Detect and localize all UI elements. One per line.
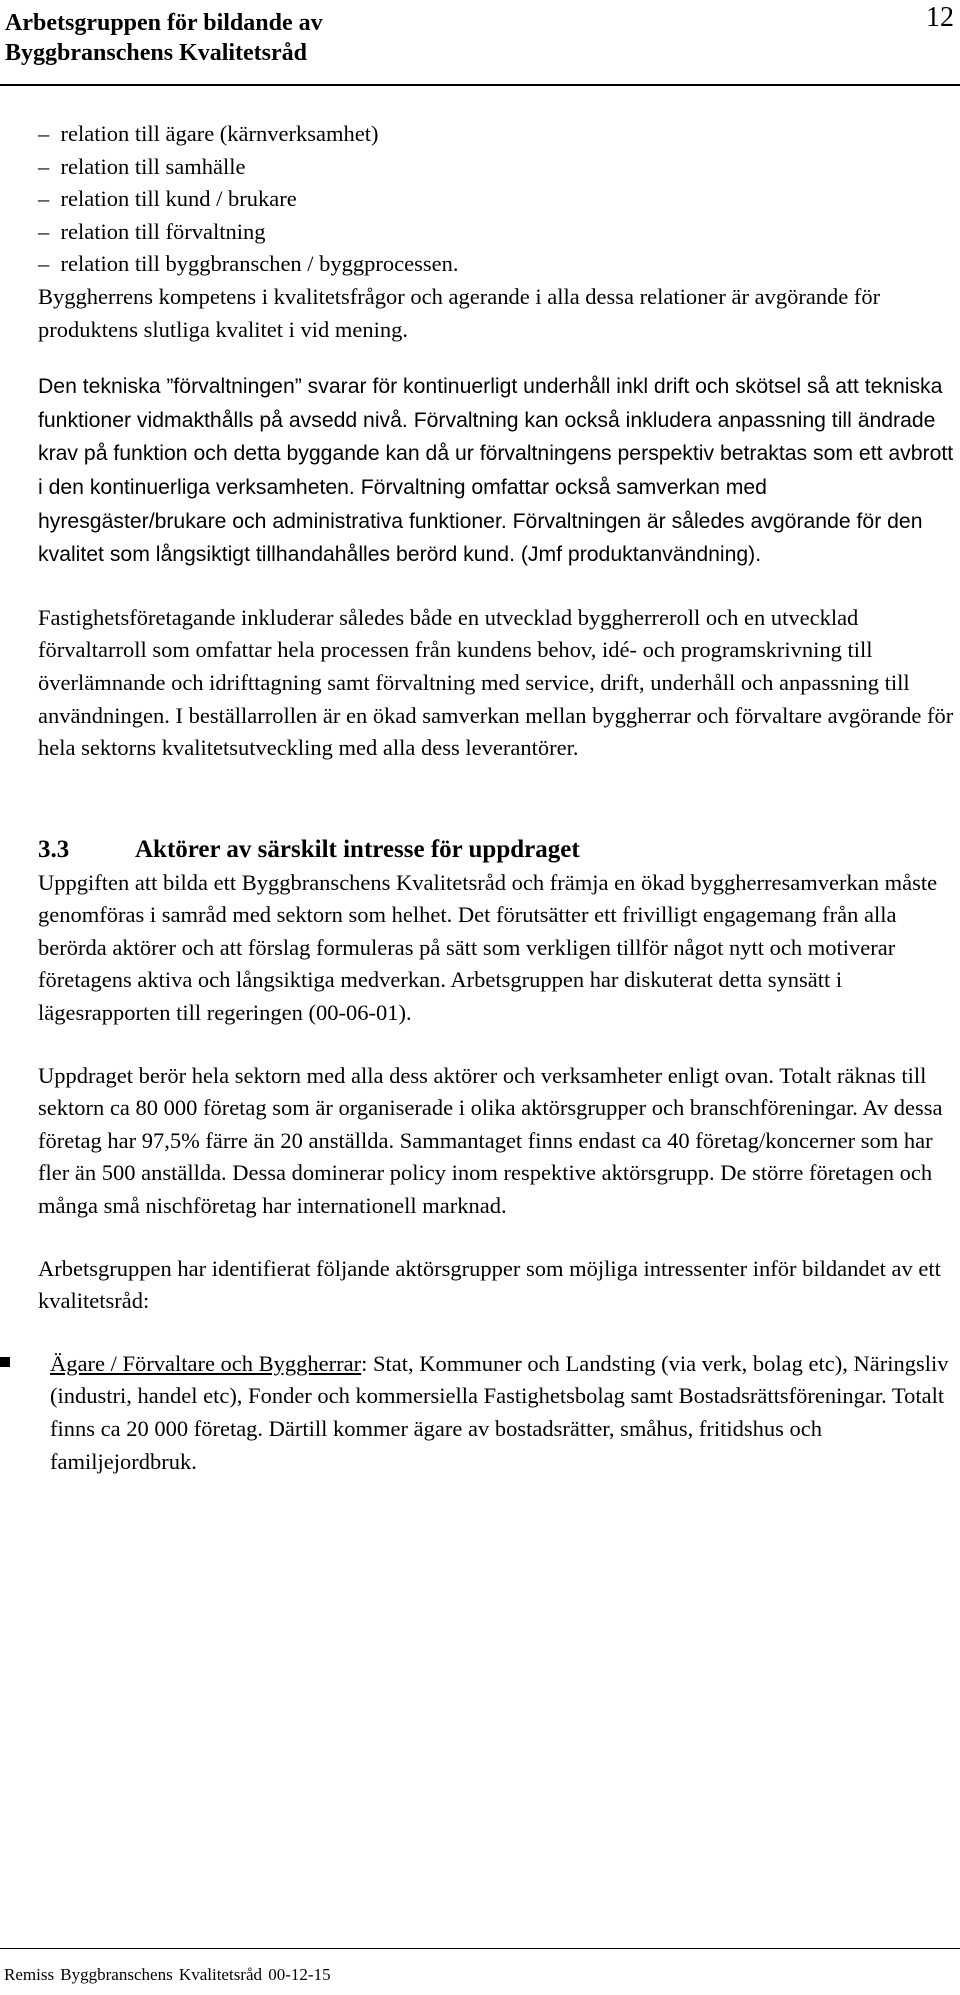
bullet-item-label: Ägare / Förvaltare och Byggherrar [50, 1350, 362, 1376]
document-body [38, 118, 956, 1478]
paragraph-property-business: Fastighetsföretagande inkluderar således både en utvecklad byggherreroll och en utvecklad förvaltarroll som omfattar hela processen från kundens behov, idé- och programskrivning till överlämnande och idrifttagning samt förvaltning med service, drift, underhåll och anpassning till användningen. I beställarrollen är en ökad samverkan mellan byggherrar och förvaltare avgörande för hela sektorns kvalitetsutveckling med alla dess leverantörer. [38, 604, 954, 761]
list-item: – relation till ägare (kärnverksamhet) [38, 118, 956, 151]
header-title [5, 8, 323, 68]
bullet-item-colon: : [361, 1350, 368, 1376]
section-heading [38, 833, 956, 867]
footer-text: Remiss Byggbranschens Kvalitetsråd 00-12-15 [4, 1965, 331, 1984]
bullet-square-icon [0, 1357, 10, 1367]
paragraph-sector-scope: Uppdraget berör hela sektorn med alla dess aktörer och verksamheter enligt ovan. Totalt räknas till sektorn ca 80 000 företag som är organiserade i olika aktörsgrupper och branschföreningar. Av dessa företag har 97,5% färre än 20 anställda. Sammantaget finns endast ca 40 företag/koncerner som har fler än 500 anställda. Dessa dominerar policy inom respektive aktörsgrupp. De större företagen och många små nischföretag har internationell marknad. [38, 1062, 943, 1219]
relation-list [38, 118, 956, 281]
header-title-line1: Arbetsgruppen för bildande av [5, 10, 323, 36]
page-header [0, 0, 960, 92]
header-divider [0, 84, 960, 86]
footer-divider [0, 1948, 960, 1949]
section-number: 3.3 [38, 835, 70, 863]
paragraph-assignment: Uppgiften att bilda ett Byggbranschens Kvalitetsråd och främja en ökad byggherresamverkan måste genomföras i samråd med sektorn som helhet. Det förutsätter ett frivilligt engagemang från alla berörda aktörer och att förslag formuleras på sätt som verkligen tillför något nytt och motiverar företagens aktiva och långsiktiga medverkan. Arbetsgruppen har diskuterat detta synsätt i lägesrapporten till regeringen (00-06-01). [38, 869, 938, 1026]
section-title: Aktörer av särskilt intresse för uppdraget [135, 835, 580, 863]
page-number: 12 [926, 2, 954, 33]
list-item: – relation till kund / brukare [38, 183, 956, 216]
paragraph-actor-groups-intro: Arbetsgruppen har identifierat följande aktörsgrupper som möjliga intressenter inför bildandet av ett kvalitetsråd: [38, 1255, 941, 1314]
bullet-item-owners [38, 1348, 956, 1478]
list-item: – relation till samhälle [38, 151, 956, 184]
paragraph-technical-management: Den tekniska ”förvaltningen” svarar för kontinuerligt underhåll inkl drift och skötsel så att tekniska funktioner vidmakthålls på avsedd nivå. Förvaltning kan också inkludera anpassning till ändrade krav på funktion och detta byggande kan då ur förvaltningens perspektiv betraktas som ett avbrott i den kontinuerliga verksamheten. Förvaltning omfattar också samverkan med hyresgäster/brukare och administrativa funktioner. Förvaltningen är således avgörande för den kvalitet som långsiktigt tillhandahålles berörd kund. (Jmf produktanvändning). [38, 375, 954, 567]
header-title-line2: Byggbranschens Kvalitetsråd [5, 40, 308, 66]
list-item: – relation till byggbranschen / byggprocessen. [38, 248, 956, 281]
list-item: – relation till förvaltning [38, 216, 956, 249]
bullet-item-text: Stat, Kommuner och Landsting (via verk, bolag etc), Näringsliv (industri, handel etc), Fonder och kommersiella Fastighetsbolag samt Bostadsrättsföreningar. Totalt finns ca 20 000 företag. Därtill kommer ägare av bostadsrätter, småhus, fritidshus och familjejordbruk. [50, 1350, 949, 1474]
paragraph-byggherre-competence: Byggherrens kompetens i kvalitetsfrågor och agerande i alla dessa relationer är avgörande för produktens slutliga kvalitet i vid mening. [38, 283, 881, 342]
